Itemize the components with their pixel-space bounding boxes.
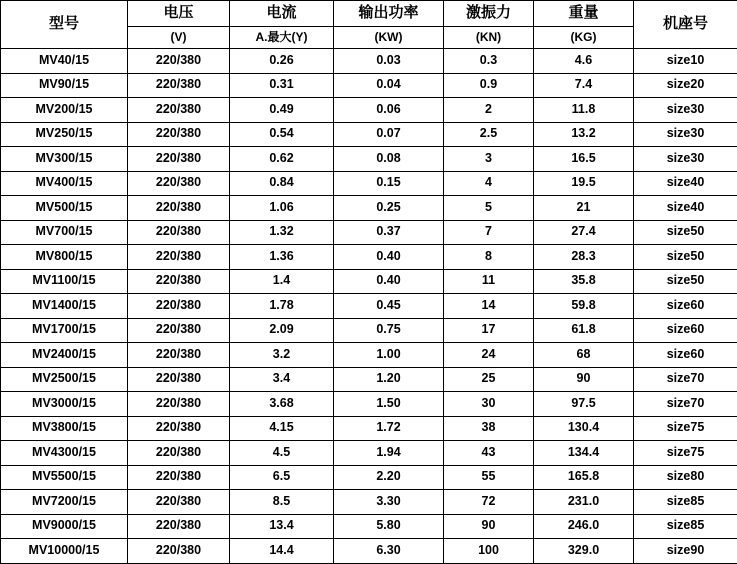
- cell-model: MV2400/15: [1, 343, 128, 368]
- table-row: [1, 539, 737, 564]
- cell-weight: 246.0: [534, 514, 634, 539]
- cell-current: 0.54: [230, 122, 334, 147]
- header-model: 型号: [1, 1, 128, 49]
- cell-output-power: 0.03: [334, 49, 444, 74]
- cell-voltage: 220/380: [128, 98, 230, 123]
- cell-model: MV1700/15: [1, 318, 128, 343]
- cell-model: MV250/15: [1, 122, 128, 147]
- cell-current: 3.2: [230, 343, 334, 368]
- cell-voltage: 220/380: [128, 122, 230, 147]
- cell-frame-size: size50: [634, 269, 737, 294]
- cell-model: MV500/15: [1, 196, 128, 221]
- table-header: [1, 1, 737, 49]
- table-row: [1, 73, 737, 98]
- cell-exciting-force: 72: [444, 490, 534, 515]
- cell-output-power: 0.15: [334, 171, 444, 196]
- cell-exciting-force: 90: [444, 514, 534, 539]
- cell-current: 3.68: [230, 392, 334, 417]
- cell-model: MV7200/15: [1, 490, 128, 515]
- cell-frame-size: size70: [634, 367, 737, 392]
- table-row: [1, 220, 737, 245]
- cell-frame-size: size20: [634, 73, 737, 98]
- cell-model: MV800/15: [1, 245, 128, 270]
- cell-weight: 19.5: [534, 171, 634, 196]
- table-row: [1, 294, 737, 319]
- cell-weight: 90: [534, 367, 634, 392]
- header-voltage-unit: (V): [128, 27, 230, 49]
- cell-exciting-force: 24: [444, 343, 534, 368]
- cell-weight: 61.8: [534, 318, 634, 343]
- cell-output-power: 2.20: [334, 465, 444, 490]
- cell-weight: 231.0: [534, 490, 634, 515]
- header-weight-unit: (KG): [534, 27, 634, 49]
- cell-current: 0.26: [230, 49, 334, 74]
- table-row: [1, 416, 737, 441]
- cell-output-power: 0.45: [334, 294, 444, 319]
- cell-model: MV4300/15: [1, 441, 128, 466]
- cell-exciting-force: 55: [444, 465, 534, 490]
- table-row: [1, 196, 737, 221]
- cell-weight: 27.4: [534, 220, 634, 245]
- cell-weight: 35.8: [534, 269, 634, 294]
- cell-current: 0.62: [230, 147, 334, 172]
- table-row: [1, 514, 737, 539]
- cell-voltage: 220/380: [128, 367, 230, 392]
- cell-model: MV3000/15: [1, 392, 128, 417]
- cell-voltage: 220/380: [128, 514, 230, 539]
- cell-exciting-force: 11: [444, 269, 534, 294]
- cell-weight: 28.3: [534, 245, 634, 270]
- cell-current: 1.4: [230, 269, 334, 294]
- cell-output-power: 0.75: [334, 318, 444, 343]
- cell-weight: 4.6: [534, 49, 634, 74]
- cell-frame-size: size50: [634, 220, 737, 245]
- cell-output-power: 0.07: [334, 122, 444, 147]
- cell-exciting-force: 2.5: [444, 122, 534, 147]
- cell-frame-size: size10: [634, 49, 737, 74]
- table-row: [1, 343, 737, 368]
- cell-weight: 329.0: [534, 539, 634, 564]
- cell-frame-size: size30: [634, 147, 737, 172]
- cell-voltage: 220/380: [128, 343, 230, 368]
- cell-exciting-force: 30: [444, 392, 534, 417]
- table-row: [1, 245, 737, 270]
- cell-current: 14.4: [230, 539, 334, 564]
- cell-model: MV9000/15: [1, 514, 128, 539]
- cell-exciting-force: 100: [444, 539, 534, 564]
- cell-exciting-force: 38: [444, 416, 534, 441]
- cell-voltage: 220/380: [128, 196, 230, 221]
- cell-exciting-force: 25: [444, 367, 534, 392]
- header-output-power: 输出功率: [334, 1, 444, 27]
- cell-voltage: 220/380: [128, 294, 230, 319]
- header-current-unit: A.最大(Y): [230, 27, 334, 49]
- header-current: 电流: [230, 1, 334, 27]
- cell-weight: 11.8: [534, 98, 634, 123]
- cell-weight: 13.2: [534, 122, 634, 147]
- header-output-power-unit: (KW): [334, 27, 444, 49]
- cell-model: MV700/15: [1, 220, 128, 245]
- cell-voltage: 220/380: [128, 416, 230, 441]
- cell-frame-size: size70: [634, 392, 737, 417]
- cell-voltage: 220/380: [128, 441, 230, 466]
- cell-model: MV90/15: [1, 73, 128, 98]
- cell-output-power: 3.30: [334, 490, 444, 515]
- table-row: [1, 490, 737, 515]
- cell-output-power: 6.30: [334, 539, 444, 564]
- cell-current: 1.78: [230, 294, 334, 319]
- cell-weight: 134.4: [534, 441, 634, 466]
- cell-current: 1.36: [230, 245, 334, 270]
- cell-frame-size: size30: [634, 122, 737, 147]
- cell-output-power: 0.40: [334, 245, 444, 270]
- cell-current: 4.15: [230, 416, 334, 441]
- cell-voltage: 220/380: [128, 220, 230, 245]
- cell-exciting-force: 5: [444, 196, 534, 221]
- cell-exciting-force: 3: [444, 147, 534, 172]
- table-row: [1, 171, 737, 196]
- cell-model: MV10000/15: [1, 539, 128, 564]
- cell-frame-size: size90: [634, 539, 737, 564]
- cell-frame-size: size75: [634, 441, 737, 466]
- cell-frame-size: size60: [634, 294, 737, 319]
- cell-model: MV200/15: [1, 98, 128, 123]
- cell-voltage: 220/380: [128, 171, 230, 196]
- cell-output-power: 0.25: [334, 196, 444, 221]
- cell-frame-size: size60: [634, 318, 737, 343]
- cell-current: 3.4: [230, 367, 334, 392]
- cell-model: MV1400/15: [1, 294, 128, 319]
- cell-voltage: 220/380: [128, 269, 230, 294]
- table-body: [1, 49, 737, 564]
- cell-model: MV5500/15: [1, 465, 128, 490]
- cell-output-power: 0.37: [334, 220, 444, 245]
- cell-exciting-force: 43: [444, 441, 534, 466]
- cell-current: 4.5: [230, 441, 334, 466]
- cell-current: 1.32: [230, 220, 334, 245]
- cell-output-power: 0.40: [334, 269, 444, 294]
- table-row: [1, 98, 737, 123]
- cell-frame-size: size85: [634, 514, 737, 539]
- cell-voltage: 220/380: [128, 49, 230, 74]
- cell-frame-size: size40: [634, 196, 737, 221]
- cell-current: 0.49: [230, 98, 334, 123]
- cell-output-power: 0.08: [334, 147, 444, 172]
- header-exciting-force-unit: (KN): [444, 27, 534, 49]
- table-row: [1, 49, 737, 74]
- cell-frame-size: size75: [634, 416, 737, 441]
- cell-output-power: 5.80: [334, 514, 444, 539]
- header-row-main: [1, 1, 737, 27]
- cell-current: 0.84: [230, 171, 334, 196]
- cell-output-power: 1.20: [334, 367, 444, 392]
- cell-voltage: 220/380: [128, 318, 230, 343]
- cell-frame-size: size85: [634, 490, 737, 515]
- cell-current: 1.06: [230, 196, 334, 221]
- cell-voltage: 220/380: [128, 392, 230, 417]
- cell-output-power: 1.50: [334, 392, 444, 417]
- cell-current: 0.31: [230, 73, 334, 98]
- cell-frame-size: size80: [634, 465, 737, 490]
- cell-exciting-force: 14: [444, 294, 534, 319]
- cell-output-power: 1.72: [334, 416, 444, 441]
- header-exciting-force: 激振力: [444, 1, 534, 27]
- cell-model: MV3800/15: [1, 416, 128, 441]
- cell-frame-size: size30: [634, 98, 737, 123]
- header-weight: 重量: [534, 1, 634, 27]
- cell-exciting-force: 7: [444, 220, 534, 245]
- cell-output-power: 0.06: [334, 98, 444, 123]
- table-row: [1, 318, 737, 343]
- cell-exciting-force: 8: [444, 245, 534, 270]
- cell-weight: 59.8: [534, 294, 634, 319]
- header-voltage: 电压: [128, 1, 230, 27]
- table-row: [1, 147, 737, 172]
- cell-output-power: 1.00: [334, 343, 444, 368]
- cell-voltage: 220/380: [128, 490, 230, 515]
- cell-exciting-force: 0.9: [444, 73, 534, 98]
- cell-current: 2.09: [230, 318, 334, 343]
- cell-weight: 97.5: [534, 392, 634, 417]
- table-row: [1, 269, 737, 294]
- cell-current: 13.4: [230, 514, 334, 539]
- cell-model: MV300/15: [1, 147, 128, 172]
- table-row: [1, 441, 737, 466]
- cell-exciting-force: 2: [444, 98, 534, 123]
- cell-voltage: 220/380: [128, 245, 230, 270]
- header-frame-size: 机座号: [634, 1, 737, 49]
- cell-voltage: 220/380: [128, 73, 230, 98]
- cell-model: MV1100/15: [1, 269, 128, 294]
- cell-frame-size: size50: [634, 245, 737, 270]
- cell-output-power: 1.94: [334, 441, 444, 466]
- cell-exciting-force: 17: [444, 318, 534, 343]
- cell-exciting-force: 0.3: [444, 49, 534, 74]
- cell-weight: 165.8: [534, 465, 634, 490]
- table-row: [1, 465, 737, 490]
- cell-output-power: 0.04: [334, 73, 444, 98]
- cell-weight: 21: [534, 196, 634, 221]
- table-row: [1, 122, 737, 147]
- cell-voltage: 220/380: [128, 465, 230, 490]
- cell-frame-size: size60: [634, 343, 737, 368]
- cell-weight: 68: [534, 343, 634, 368]
- cell-weight: 7.4: [534, 73, 634, 98]
- cell-voltage: 220/380: [128, 147, 230, 172]
- cell-model: MV40/15: [1, 49, 128, 74]
- cell-exciting-force: 4: [444, 171, 534, 196]
- cell-model: MV2500/15: [1, 367, 128, 392]
- cell-weight: 130.4: [534, 416, 634, 441]
- cell-voltage: 220/380: [128, 539, 230, 564]
- cell-weight: 16.5: [534, 147, 634, 172]
- cell-model: MV400/15: [1, 171, 128, 196]
- cell-frame-size: size40: [634, 171, 737, 196]
- table-row: [1, 367, 737, 392]
- cell-current: 8.5: [230, 490, 334, 515]
- table-row: [1, 392, 737, 417]
- cell-current: 6.5: [230, 465, 334, 490]
